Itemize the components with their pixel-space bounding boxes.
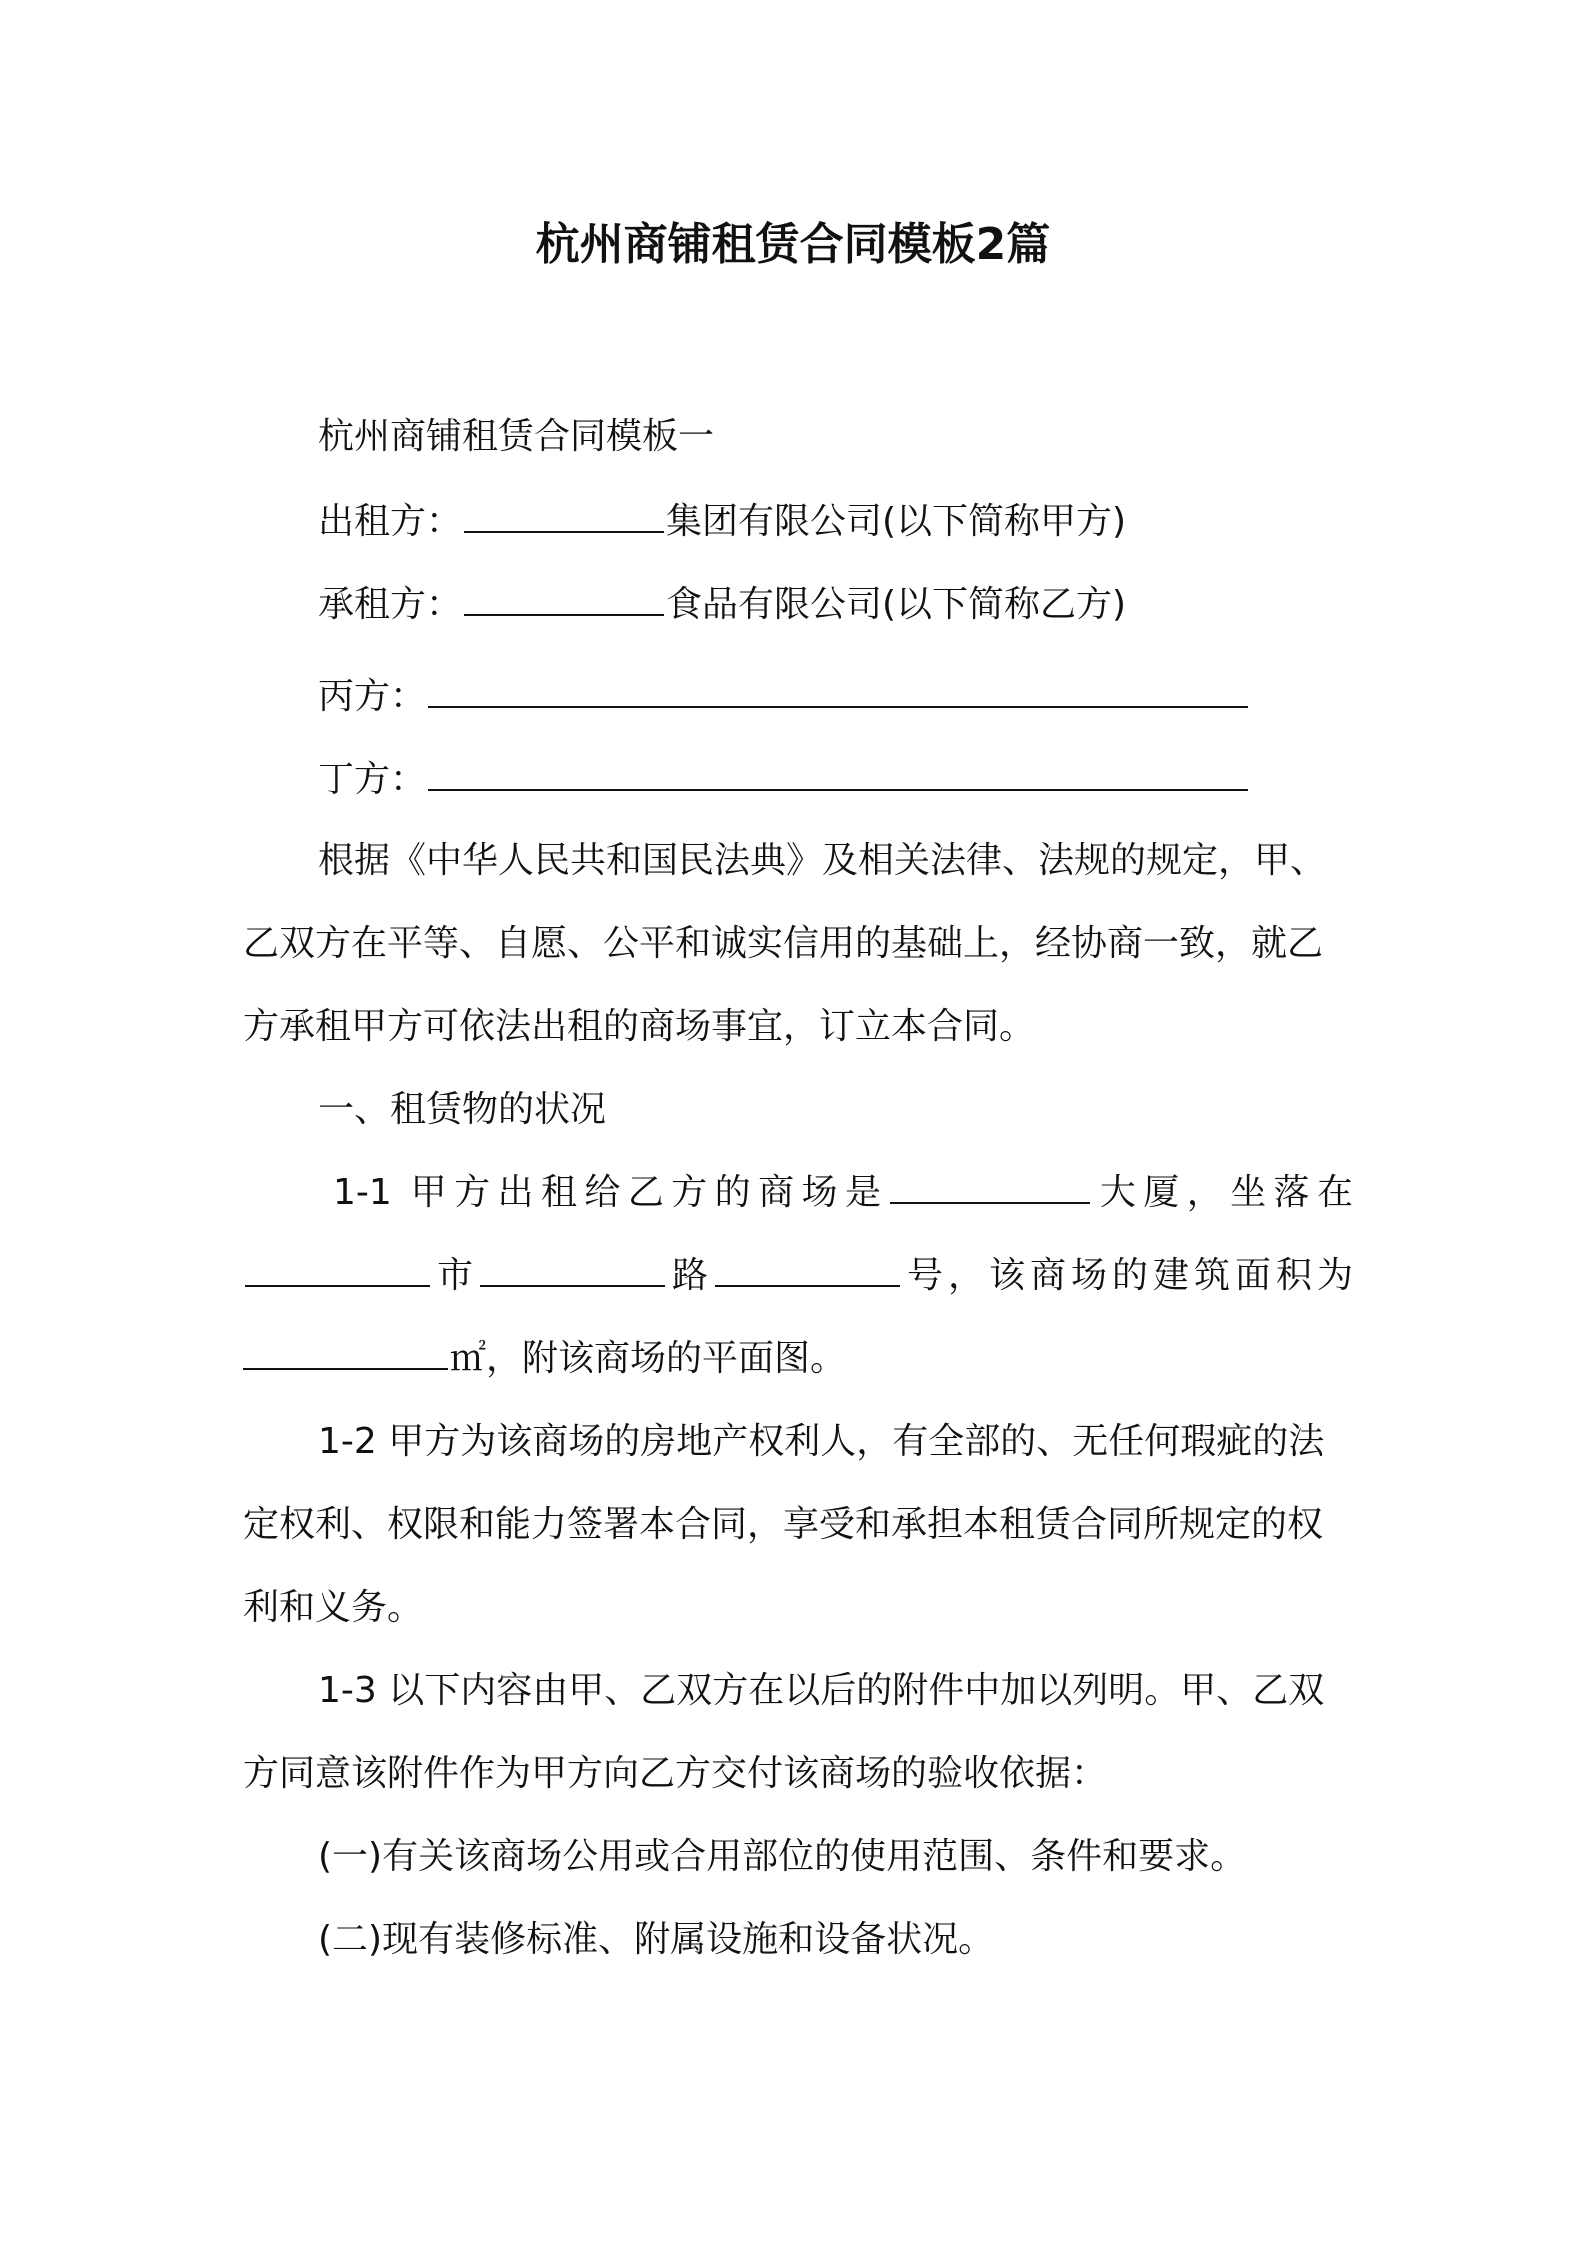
lessee-blank bbox=[464, 580, 664, 616]
clause-1-1-end: 大厦，坐落在 bbox=[1092, 1172, 1353, 1213]
item-1: (一)有关该商场公用或合用部位的使用范围、条件和要求。 bbox=[318, 1836, 1247, 1877]
lessee-label: 承租方： bbox=[318, 584, 463, 625]
clause-1-1-line-3-end: ㎡，附该商场的平面图。 bbox=[450, 1338, 847, 1379]
clause-1-2-line-2: 定权利、权限和能力签署本合同，享受和承担本租赁合同所规定的权 bbox=[243, 1504, 1324, 1545]
clause-1-1-line-1 bbox=[333, 1168, 1353, 1218]
area-blank bbox=[243, 1334, 448, 1370]
clause-1-3-line-1: 1-3 以下内容由甲、乙双方在以后的附件中加以列明。甲、乙双 bbox=[318, 1670, 1325, 1711]
clause-1-2-line-3: 利和义务。 bbox=[243, 1587, 424, 1628]
clause-1-1-line-2 bbox=[243, 1251, 1353, 1301]
lessor-suffix: 集团有限公司(以下简称甲方) bbox=[666, 501, 1127, 542]
clause-1-1-line-3 bbox=[243, 1334, 1353, 1384]
party-d-label: 丁方： bbox=[318, 759, 427, 800]
clause-1-3-line-2: 方同意该附件作为甲方向乙方交付该商场的验收依据： bbox=[243, 1753, 1108, 1794]
city-blank bbox=[245, 1251, 430, 1287]
lessee-line bbox=[318, 580, 1353, 630]
preamble-line-3: 方承租甲方可依法出租的商场事宜，订立本合同。 bbox=[243, 1006, 1036, 1047]
lessee-suffix: 食品有限公司(以下简称乙方) bbox=[666, 584, 1127, 625]
clause-1-1-line-2-end: 号，该商场的建筑面积为 bbox=[902, 1255, 1353, 1296]
road-label: 路 bbox=[667, 1255, 713, 1296]
item-2: (二)现有装修标准、附属设施和设备状况。 bbox=[318, 1919, 995, 1960]
lessor-label: 出租方： bbox=[318, 501, 463, 542]
party-d-line bbox=[318, 755, 1353, 805]
party-c-line bbox=[318, 672, 1353, 722]
city-label: 市 bbox=[432, 1255, 478, 1296]
clause-1-1-text: 1-1 甲方出租给乙方的商场是 bbox=[333, 1172, 889, 1213]
lessor-line bbox=[318, 497, 1353, 547]
contract-subtitle: 杭州商铺租赁合同模板一 bbox=[318, 416, 715, 457]
number-blank bbox=[715, 1251, 900, 1287]
party-c-blank bbox=[428, 672, 1248, 708]
clause-1-2-line-1: 1-2 甲方为该商场的房地产权利人，有全部的、无任何瑕疵的法 bbox=[318, 1421, 1325, 1462]
section-1-heading: 一、租赁物的状况 bbox=[318, 1089, 607, 1130]
road-blank bbox=[480, 1251, 665, 1287]
preamble-line-1: 根据《中华人民共和国民法典》及相关法律、法规的规定，甲、 bbox=[318, 840, 1327, 881]
lessor-blank bbox=[464, 497, 664, 533]
preamble-line-2: 乙双方在平等、自愿、公平和诚实信用的基础上，经协商一致，就乙 bbox=[243, 923, 1324, 964]
party-c-label: 丙方： bbox=[318, 676, 427, 717]
document-title: 杭州商铺租赁合同模板2篇 bbox=[535, 219, 1051, 270]
party-d-blank bbox=[428, 755, 1248, 791]
building-name-blank bbox=[890, 1168, 1090, 1204]
